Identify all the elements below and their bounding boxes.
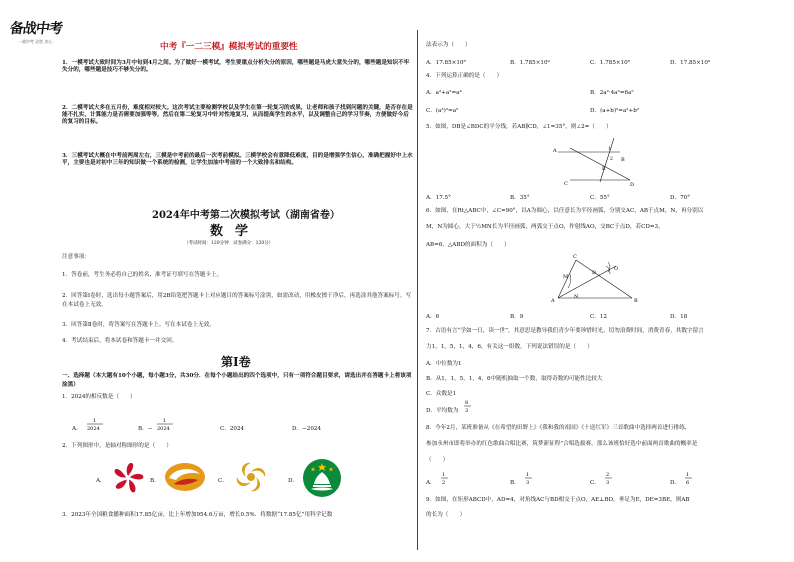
notes-title: 注意事项： bbox=[62, 254, 90, 260]
q8-stem-2: 参加永州市即将举办的红色歌曲合唱比赛，筑梦新征程”合唱选拔赛，那么该班恰好选中前面两首歌曲的概率是 bbox=[426, 441, 698, 447]
note-4: 4．考试结束后，将本试卷和答题卡一并交回。 bbox=[62, 338, 178, 344]
q1-a-fraction bbox=[86, 416, 106, 434]
q4-stem: 4．下列运算正确的是（ ） bbox=[426, 73, 503, 79]
q8-a-fraction bbox=[440, 470, 450, 488]
q6-label-d: D bbox=[592, 270, 597, 276]
svg-text:1: 1 bbox=[526, 472, 530, 478]
svg-text:1: 1 bbox=[686, 472, 690, 478]
q8-stem-1: 8．今年2月，某班准备从《在希望的田野上》《我和我的祖国》《十送红军》三首歌曲中选择两首进行排练， bbox=[426, 425, 691, 431]
q5-option-d: D．70° bbox=[670, 195, 690, 201]
q5-label-b: B bbox=[621, 157, 625, 163]
q4-option-b: B．2a²·4a³=6a⁵ bbox=[590, 90, 634, 96]
intro-paragraph-3: 3．三模考试大概在中考前两周左右，三模是中考前的最后一次考前模拟。三模学校会有意降低难度，目的是增强学生信心，准确把握好中上水平，主要也是对初中三年的知识做一个系统的检测，让学生加油中考前的一个大致排名和结构。 bbox=[62, 153, 413, 166]
q7-option-d: D．平均数为 bbox=[426, 408, 459, 414]
q5-figure bbox=[550, 130, 640, 190]
svg-text:1: 1 bbox=[442, 472, 446, 478]
hk-bauhinia-icon bbox=[110, 458, 146, 498]
note-2: 2．回答第Ⅰ卷时，选出每小题答案后，用2B铅笔把答题卡上对应题目的答案标号涂黑，如需改动，用橡皮擦干净后，再选涂其他答案标号。写在本试卷上无效。 bbox=[62, 293, 412, 308]
q1-stem: 1．2024的相反数是（ ） bbox=[62, 394, 136, 400]
q2-label-a: A． bbox=[96, 478, 106, 484]
q1-option-c: C．2024 bbox=[220, 426, 245, 432]
section-instructions: 一、选择题（本大题有10个小题，每小题3分，共30分．在每个小题给出的四个选项中，只有一项符合题目要求，请选出并在答题卡上将该项涂黑） bbox=[62, 373, 412, 388]
q9-stem-2: 的长为（ ） bbox=[426, 512, 466, 518]
q1-b-fraction bbox=[156, 416, 176, 434]
volume-title: 第Ⅰ卷 bbox=[221, 355, 251, 369]
q6-stem-3: AB=6，△ABD的面积为（ ） bbox=[426, 242, 510, 248]
q8-stem-3: （ ） bbox=[426, 457, 449, 463]
q6-stem-2: M，N为圆心，大于½MN长为半径画弧，两弧交于点O，作射线AO，交BC于点D，若CD=3， bbox=[426, 224, 664, 230]
q5-label-a: A bbox=[553, 148, 557, 154]
q5-label-1: 1 bbox=[608, 147, 611, 152]
q2-label-d: D． bbox=[288, 478, 299, 484]
q5-option-c: C．55° bbox=[590, 195, 610, 201]
q3-stem-right: 法表示为（ ） bbox=[426, 42, 471, 48]
svg-text:3: 3 bbox=[526, 480, 530, 486]
q2-label-c: C． bbox=[218, 478, 228, 484]
q1-option-b: B．− bbox=[138, 426, 153, 432]
q6-figure bbox=[548, 252, 648, 310]
subject-title: 数学 bbox=[210, 224, 261, 239]
q3-option-a: A．17.85×10⁸ bbox=[426, 60, 466, 66]
svg-text:1: 1 bbox=[93, 418, 97, 424]
q7-option-b: B．从1，1，5，1，4，6中随机抽取一个数，取得奇数的可能性比较大 bbox=[426, 376, 603, 382]
q8-b-fraction bbox=[524, 470, 534, 488]
q6-stem-1: 6．如图，在Rt△ABC中，∠C=90°，以A为圆心，以任意长为半径画弧，分别交AC，AB于点M，N，再分别以 bbox=[426, 208, 704, 214]
q8-option-b: B． bbox=[510, 480, 520, 486]
q5-label-e: E bbox=[602, 166, 606, 172]
q3-option-b: B．1.785×10⁹ bbox=[510, 60, 550, 66]
q6-label-m: M bbox=[563, 274, 569, 280]
q3-option-d: D．17.85×10⁹ bbox=[670, 60, 711, 66]
q6-label-c: C bbox=[573, 254, 577, 260]
exam-meta: （考试时间：120分钟 试卷满分：120分） bbox=[184, 241, 274, 246]
intro-paragraph-1: 1．一模考试大致时间为3月中旬到4月之间。为了做好一模考试，考生要重点分析失分的原因，哪些题是马虎大意失分的，哪些题是知识不牢失分的，哪些题是技巧不够失分的。 bbox=[62, 60, 410, 73]
q1-option-d: D．−2024 bbox=[292, 426, 322, 432]
svg-text:2: 2 bbox=[442, 480, 446, 486]
q1-option-a: A． bbox=[72, 426, 82, 432]
spiral-emblem-icon bbox=[232, 458, 270, 496]
q6-label-b: B bbox=[634, 298, 638, 304]
q5-label-2: 2 bbox=[610, 157, 613, 162]
q7-option-c: C．众数是1 bbox=[426, 391, 457, 397]
q9-stem-1: 9．如图，在矩形ABCD中，AD=4，对角线AC与BD相交于点O，AE⊥BD，垂足为E，DE=3BE，则AB bbox=[426, 497, 690, 503]
q6-option-b: B．9 bbox=[510, 314, 524, 320]
q3-option-c: C．1.785×10⁸ bbox=[590, 60, 630, 66]
brand-logo bbox=[8, 6, 66, 52]
q2-stem: 2．下列图形中，是轴对称图形的是（ ） bbox=[62, 443, 172, 449]
q5-label-c: C bbox=[564, 181, 568, 187]
q8-d-fraction bbox=[684, 470, 694, 488]
q6-option-c: C．12 bbox=[590, 314, 607, 320]
q7-stem-1: 7．古语有言“学如一日，读一世”，其意思是教导我们青少年要珍惜时光，切勿浪费时间，消费青春，其数字留言 bbox=[426, 328, 704, 334]
svg-text:8: 8 bbox=[465, 400, 469, 406]
intro-paragraph-2: 2．二模考试大多在五月份，难度相对较大。这次考试主要检测学校以及学生在第一轮复习的成果，让老师和孩子找到问题的关键，是否存在是能不扎实，计算能力是否需要加强等等，然后在第二轮复习中针对性地复习，从而提高学生的水平，以及调整自己的学习节奏，方便做好今后的复习的目标。 bbox=[62, 105, 413, 125]
page-heading: 中考『一二三模』模拟考试的重要性 bbox=[160, 42, 298, 52]
svg-text:6: 6 bbox=[686, 480, 690, 486]
svg-text:1: 1 bbox=[163, 418, 167, 424]
q7-d-fraction bbox=[463, 398, 473, 416]
q7-stem-2: 力1，1，5，1，4，6，有关这一组数，下列说法错误的是（ ） bbox=[426, 344, 593, 350]
q8-option-c: C． bbox=[590, 480, 600, 486]
q8-c-fraction bbox=[604, 470, 614, 488]
q7-option-a: A．中位数为1 bbox=[426, 361, 462, 367]
q4-option-d: D．(a+b)²=a²+b² bbox=[590, 108, 640, 114]
q8-option-d: D． bbox=[670, 480, 681, 486]
svg-text:2024: 2024 bbox=[87, 426, 100, 432]
note-1: 1．答卷前，考生务必将自己的姓名、准考证号填写在答题卡上。 bbox=[62, 272, 223, 278]
macau-emblem-icon bbox=[302, 458, 342, 498]
logo-subtext: 一战中考 必胜 决心 bbox=[18, 39, 53, 44]
q8-option-a: A． bbox=[426, 480, 436, 486]
q5-stem: 5．如图，DB是∠BDC的平分线，若AB∥CD，∠1=35°，则∠2=（ ） bbox=[426, 124, 612, 130]
svg-text:2024: 2024 bbox=[157, 426, 170, 432]
q6-label-n: N bbox=[574, 294, 579, 300]
column-divider bbox=[417, 30, 418, 550]
q3-stem-left: 3．2023年全国粮食播种面积17.85亿亩，比上年增加954.6万亩，增长0.5%．将数据“17.85亿”用科学记数 bbox=[62, 512, 333, 518]
svg-text:3: 3 bbox=[606, 480, 610, 486]
q6-label-o: O bbox=[614, 266, 619, 272]
q6-option-a: A．6 bbox=[426, 314, 440, 320]
q2-label-b: B． bbox=[150, 478, 160, 484]
q4-option-a: A．a²+a²=a⁴ bbox=[426, 90, 462, 96]
q5-option-b: B．35° bbox=[510, 195, 530, 201]
svg-text:2: 2 bbox=[606, 472, 610, 478]
exam-title: 2024年中考第二次模拟考试（湖南省卷） bbox=[152, 210, 340, 221]
svg-text:3: 3 bbox=[465, 408, 469, 414]
q6-option-d: D．18 bbox=[670, 314, 688, 320]
swirl-logo-icon bbox=[164, 462, 206, 492]
q5-label-d: D bbox=[630, 182, 635, 188]
q5-option-a: A．17.5° bbox=[426, 195, 451, 201]
q6-label-a: A bbox=[551, 298, 555, 304]
note-3: 3．回答第Ⅱ卷时，将答案写在答题卡上。写在本试卷上无效。 bbox=[62, 322, 215, 328]
logo-text: 备战中考 bbox=[8, 21, 63, 37]
q4-option-c: C．(a³)²=a⁵ bbox=[426, 108, 459, 114]
